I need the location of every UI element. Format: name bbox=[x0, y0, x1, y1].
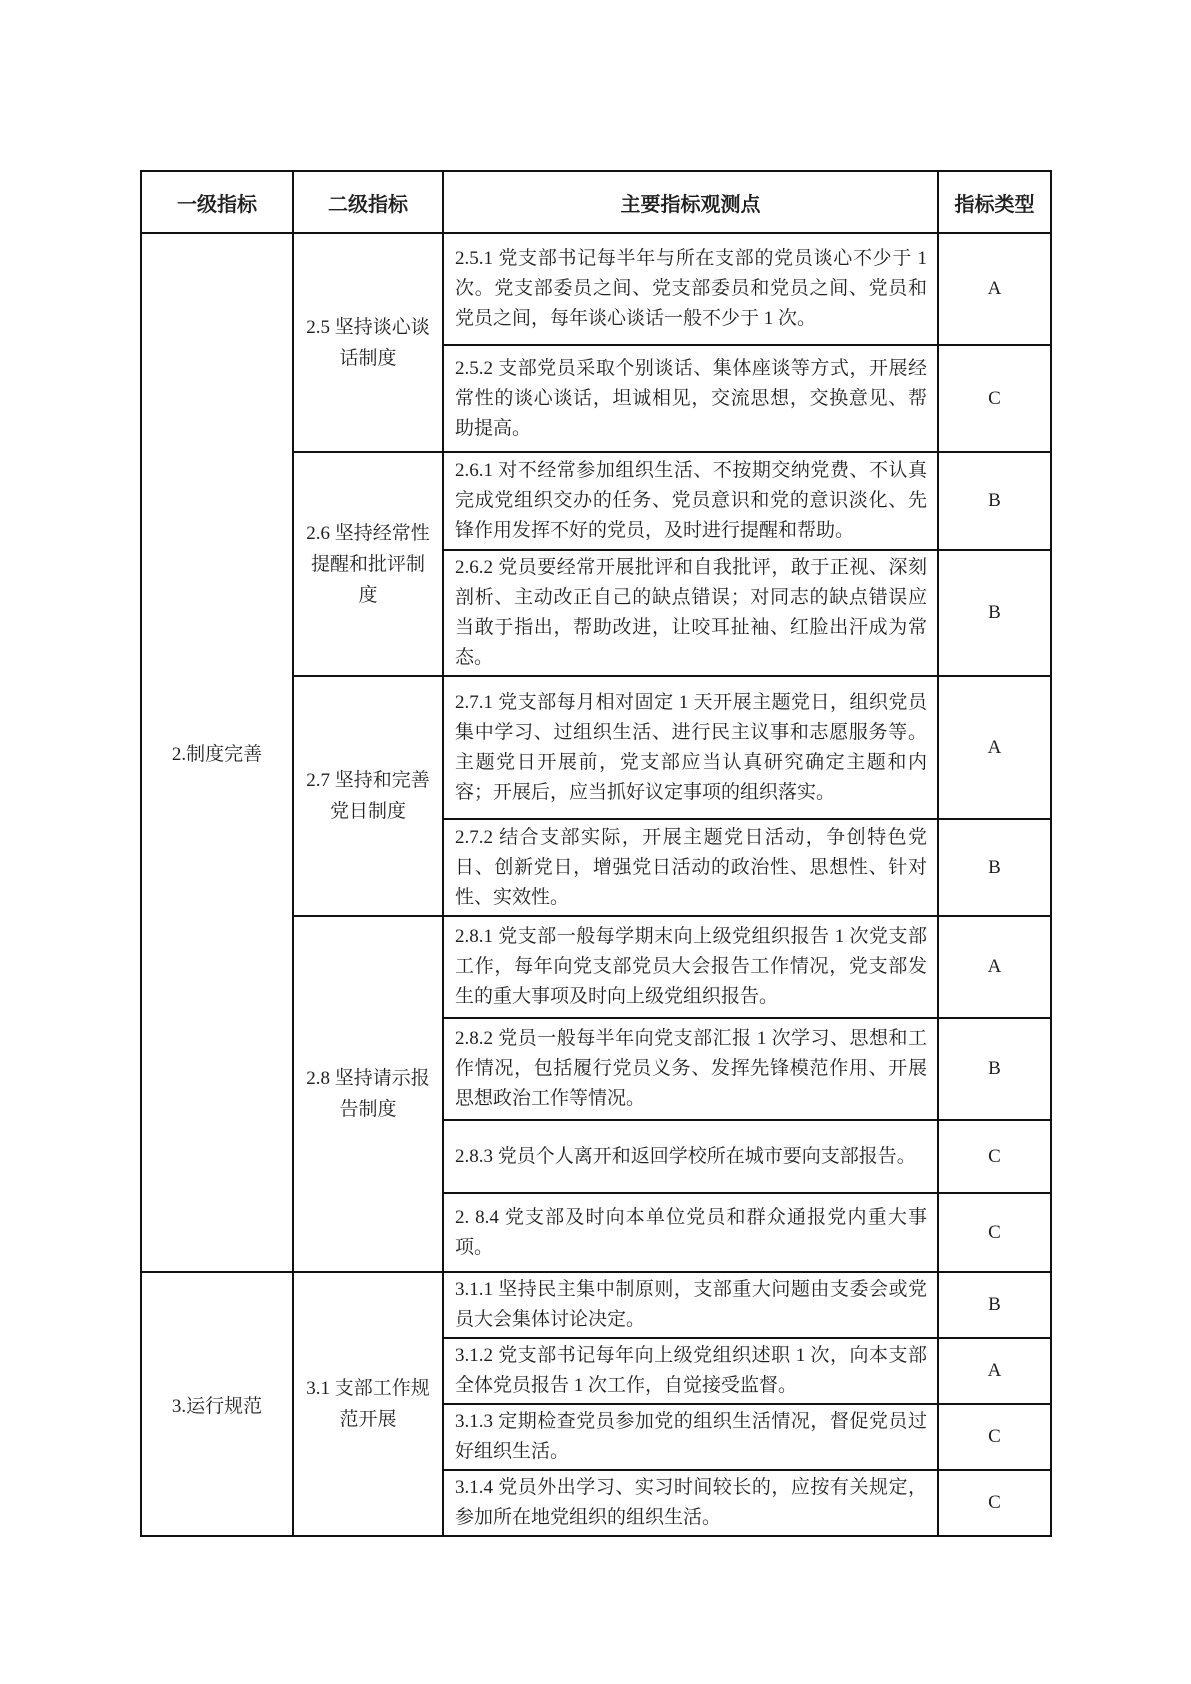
indicator-type-cell: A bbox=[938, 233, 1051, 345]
observation-cell: 3.1.3 定期检查党员参加党的组织生活情况，督促党员过好组织生活。 bbox=[443, 1404, 938, 1470]
header-observation-points: 主要指标观测点 bbox=[443, 171, 938, 233]
observation-cell: 3.1.2 党支部书记每年向上级党组织述职 1 次，向本支部全体党员报告 1 次工作，自觉接受监督。 bbox=[443, 1338, 938, 1404]
observation-cell: 2.5.1 党支部书记每半年与所在支部的党员谈心不少于 1 次。党支部委员之间、党支部委员和党员之间、党员和党员之间，每年谈心谈话一般不少于 1 次。 bbox=[443, 233, 938, 345]
observation-cell: 3.1.1 坚持民主集中制原则，支部重大问题由支委会或党员大会集体讨论决定。 bbox=[443, 1272, 938, 1338]
indicator-type-cell: C bbox=[938, 1470, 1051, 1536]
observation-cell: 2.8.1 党支部一般每学期末向上级党组织报告 1 次党支部工作，每年向党支部党员大会报告工作情况，党支部发生的重大事项及时向上级党组织报告。 bbox=[443, 916, 938, 1018]
observation-cell: 2.8.3 党员个人离开和返回学校所在城市要向支部报告。 bbox=[443, 1120, 938, 1193]
observation-cell: 2.6.2 党员要经常开展批评和自我批评，敢于正视、深刻剖析、主动改正自己的缺点错误；对同志的缺点错误应当敢于指出，帮助改进，让咬耳扯袖、红脸出汗成为常态。 bbox=[443, 550, 938, 676]
indicator-type-cell: C bbox=[938, 345, 1051, 452]
level2-indicator-cell: 3.1 支部工作规范开展 bbox=[293, 1272, 443, 1536]
indicator-type-cell: A bbox=[938, 676, 1051, 819]
observation-cell: 2. 8.4 党支部及时向本单位党员和群众通报党内重大事项。 bbox=[443, 1193, 938, 1272]
level1-indicator-cell: 3.运行规范 bbox=[141, 1272, 293, 1536]
level2-indicator-cell: 2.5 坚持谈心谈话制度 bbox=[293, 233, 443, 452]
indicator-type-cell: B bbox=[938, 550, 1051, 676]
observation-cell: 3.1.4 党员外出学习、实习时间较长的，应按有关规定，参加所在地党组织的组织生活。 bbox=[443, 1470, 938, 1536]
level2-indicator-cell: 2.8 坚持请示报告制度 bbox=[293, 916, 443, 1272]
observation-cell: 2.6.1 对不经常参加组织生活、不按期交纳党费、不认真完成党组织交办的任务、党员意识和党的意识淡化、先锋作用发挥不好的党员，及时进行提醒和帮助。 bbox=[443, 452, 938, 550]
indicator-type-cell: C bbox=[938, 1404, 1051, 1470]
indicator-type-cell: B bbox=[938, 1272, 1051, 1338]
observation-cell: 2.7.2 结合支部实际，开展主题党日活动，争创特色党日、创新党日，增强党日活动的政治性、思想性、针对性、实效性。 bbox=[443, 819, 938, 916]
table-header-row bbox=[141, 171, 1051, 233]
header-level2-indicator: 二级指标 bbox=[293, 171, 443, 233]
level2-indicator-cell: 2.6 坚持经常性提醒和批评制度 bbox=[293, 452, 443, 676]
observation-cell: 2.7.1 党支部每月相对固定 1 天开展主题党日，组织党员集中学习、过组织生活、进行民主议事和志愿服务等。主题党日开展前，党支部应当认真研究确定主题和内容；开展后，应当抓好议定事项的组织落实。 bbox=[443, 676, 938, 819]
table-row bbox=[141, 233, 1051, 345]
indicator-type-cell: B bbox=[938, 1018, 1051, 1120]
table-row bbox=[141, 1272, 1051, 1338]
level2-indicator-cell: 2.7 坚持和完善党日制度 bbox=[293, 676, 443, 916]
indicator-type-cell: A bbox=[938, 1338, 1051, 1404]
indicator-type-cell: C bbox=[938, 1120, 1051, 1193]
indicator-table bbox=[140, 170, 1052, 1537]
observation-cell: 2.8.2 党员一般每半年向党支部汇报 1 次学习、思想和工作情况，包括履行党员义务、发挥先锋模范作用、开展思想政治工作等情况。 bbox=[443, 1018, 938, 1120]
header-level1-indicator: 一级指标 bbox=[141, 171, 293, 233]
observation-cell: 2.5.2 支部党员采取个别谈话、集体座谈等方式，开展经常性的谈心谈话，坦诚相见，交流思想，交换意见、帮助提高。 bbox=[443, 345, 938, 452]
indicator-type-cell: B bbox=[938, 452, 1051, 550]
indicator-type-cell: A bbox=[938, 916, 1051, 1018]
level1-indicator-cell: 2.制度完善 bbox=[141, 233, 293, 1272]
header-indicator-type: 指标类型 bbox=[938, 171, 1051, 233]
indicator-type-cell: C bbox=[938, 1193, 1051, 1272]
indicator-type-cell: B bbox=[938, 819, 1051, 916]
